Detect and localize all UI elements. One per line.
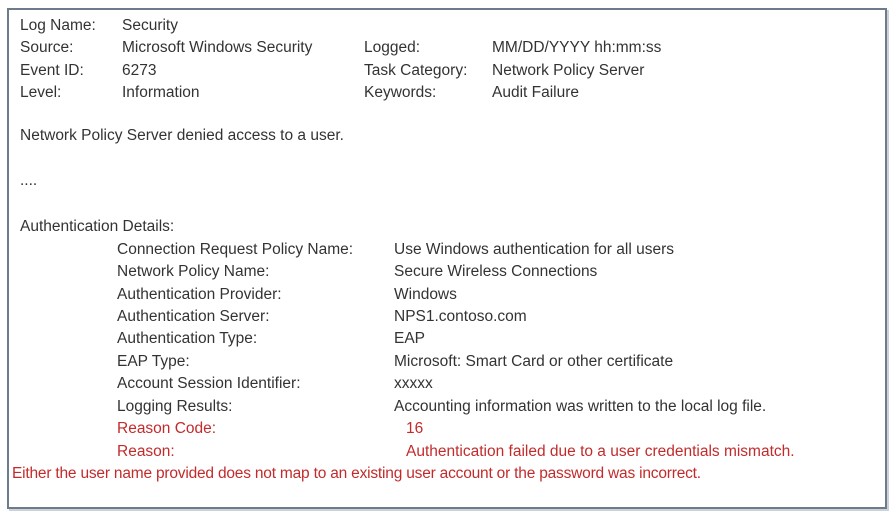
detail-row-authentication-type <box>117 328 877 350</box>
detail-value: Secure Wireless Connections <box>394 263 598 281</box>
detail-value: Windows <box>394 285 457 303</box>
header-value: 6273 <box>122 61 157 79</box>
detail-row-authentication-provider <box>117 284 877 306</box>
detail-row-eap-type <box>117 351 877 373</box>
detail-row-authentication-server <box>117 306 877 328</box>
header-row-log-name <box>20 15 877 37</box>
header-value <box>492 15 877 37</box>
header-label: Source: <box>20 39 74 57</box>
detail-row-logging-results <box>117 396 877 418</box>
detail-label: Logging Results: <box>117 397 233 415</box>
authentication-details-list <box>20 239 877 463</box>
detail-row-network-policy-name <box>117 261 877 283</box>
detail-row-reason <box>117 441 877 463</box>
header-row-level-keywords <box>20 82 877 104</box>
failure-explanation-note: Either the user name provided does not map to an existing user account or the password was incorrect. <box>12 464 701 482</box>
event-summary: Network Policy Server denied access to a user. <box>20 126 344 144</box>
header-label: Level: <box>20 84 62 102</box>
header-value: Security <box>122 17 178 34</box>
omitted-text-ellipsis: .... <box>20 172 38 190</box>
detail-value: Microsoft: Smart Card or other certificate <box>394 352 674 370</box>
header-value: MM/DD/YYYY hh:mm:ss <box>492 39 662 57</box>
detail-label: Authentication Provider: <box>117 285 282 303</box>
header-label: Keywords: <box>364 84 437 102</box>
event-log-panel <box>7 8 887 509</box>
detail-row-account-session-identifier <box>117 373 877 395</box>
header-label: Logged: <box>364 39 421 57</box>
header-value: Microsoft Windows Security <box>122 39 313 57</box>
header-value: Information <box>122 84 200 102</box>
detail-row-connection-request-policy <box>117 239 877 261</box>
detail-label: Reason: <box>117 442 175 460</box>
detail-value: Use Windows authentication for all users <box>394 240 674 258</box>
event-header <box>20 15 877 105</box>
authentication-details-heading: Authentication Details: <box>20 218 175 236</box>
header-label: Event ID: <box>20 61 84 79</box>
detail-label: Authentication Server: <box>117 308 270 326</box>
header-label <box>364 15 492 37</box>
header-value: Network Policy Server <box>492 61 645 79</box>
detail-label: EAP Type: <box>117 352 190 370</box>
detail-label: Reason Code: <box>117 420 217 438</box>
detail-label: Authentication Type: <box>117 330 258 348</box>
header-value: Audit Failure <box>492 84 580 102</box>
detail-label: Network Policy Name: <box>117 263 270 281</box>
detail-value: xxxxx <box>394 375 433 393</box>
detail-label: Connection Request Policy Name: <box>117 240 354 258</box>
detail-value: 16 <box>406 420 424 438</box>
header-row-source-logged <box>20 37 877 59</box>
detail-value: Accounting information was written to the local log file. <box>394 397 767 415</box>
detail-row-reason-code <box>117 418 877 440</box>
detail-label: Account Session Identifier: <box>117 375 301 393</box>
detail-value: EAP <box>394 330 426 348</box>
header-row-eventid-taskcategory <box>20 60 877 82</box>
header-label: Log Name: <box>20 17 96 34</box>
header-label: Task Category: <box>364 61 468 79</box>
detail-value: NPS1.contoso.com <box>394 308 527 326</box>
detail-value: Authentication failed due to a user credentials mismatch. <box>406 442 795 460</box>
